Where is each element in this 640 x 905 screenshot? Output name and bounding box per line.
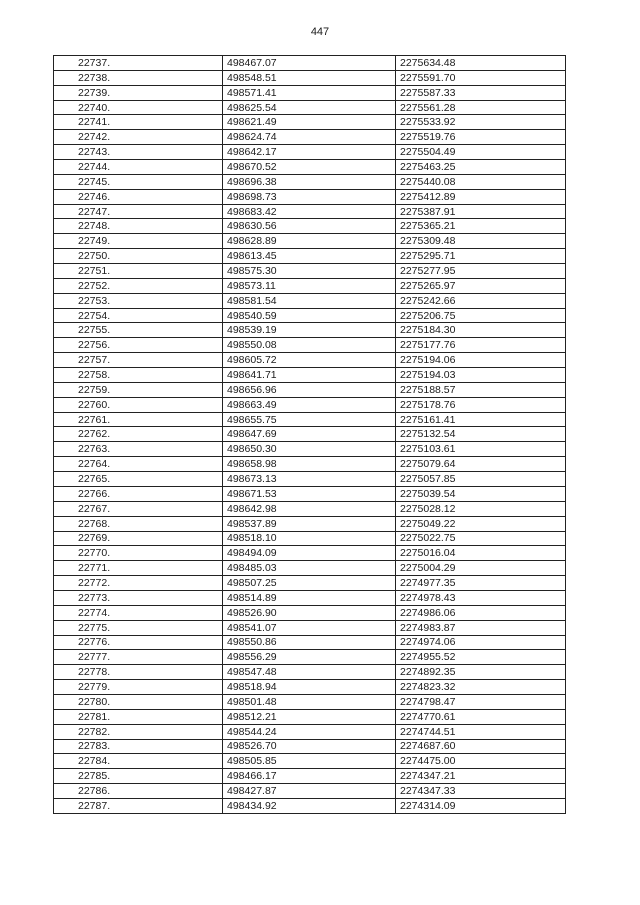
- table-row: [54, 754, 566, 769]
- x-coordinate-cell: 498630.56: [223, 219, 396, 234]
- point-number-cell: 22772.: [54, 576, 223, 591]
- point-number-cell: 22762.: [54, 427, 223, 442]
- y-coordinate-cell: 2274798.47: [396, 694, 566, 709]
- table-row: [54, 323, 566, 338]
- x-coordinate-cell: 498514.89: [223, 590, 396, 605]
- page-number: 447: [310, 26, 330, 38]
- point-number-cell: 22752.: [54, 278, 223, 293]
- point-number-cell: 22770.: [54, 546, 223, 561]
- table-row: [54, 724, 566, 739]
- table-row: [54, 605, 566, 620]
- point-number-cell: 22784.: [54, 754, 223, 769]
- y-coordinate-cell: 2275161.41: [396, 412, 566, 427]
- table-row: [54, 665, 566, 680]
- y-coordinate-cell: 2275365.21: [396, 219, 566, 234]
- y-coordinate-cell: 2275206.75: [396, 308, 566, 323]
- table-row: [54, 70, 566, 85]
- y-coordinate-cell: 2275057.85: [396, 472, 566, 487]
- table-row: [54, 635, 566, 650]
- point-number-cell: 22781.: [54, 709, 223, 724]
- table-row: [54, 368, 566, 383]
- y-coordinate-cell: 2275519.76: [396, 130, 566, 145]
- x-coordinate-cell: 498501.48: [223, 694, 396, 709]
- table-row: [54, 546, 566, 561]
- y-coordinate-cell: 2274955.52: [396, 650, 566, 665]
- table-row: [54, 278, 566, 293]
- x-coordinate-cell: 498518.94: [223, 680, 396, 695]
- table-row: [54, 694, 566, 709]
- y-coordinate-cell: 2275412.89: [396, 189, 566, 204]
- x-coordinate-cell: 498518.10: [223, 531, 396, 546]
- table-row: [54, 412, 566, 427]
- point-number-cell: 22737.: [54, 56, 223, 71]
- x-coordinate-cell: 498550.08: [223, 338, 396, 353]
- y-coordinate-cell: 2275184.30: [396, 323, 566, 338]
- point-number-cell: 22780.: [54, 694, 223, 709]
- point-number-cell: 22753.: [54, 293, 223, 308]
- table-row: [54, 219, 566, 234]
- x-coordinate-cell: 498671.53: [223, 486, 396, 501]
- point-number-cell: 22773.: [54, 590, 223, 605]
- point-number-cell: 22738.: [54, 70, 223, 85]
- x-coordinate-cell: 498485.03: [223, 561, 396, 576]
- y-coordinate-cell: 2275039.54: [396, 486, 566, 501]
- point-number-cell: 22771.: [54, 561, 223, 576]
- table-row: [54, 798, 566, 813]
- y-coordinate-cell: 2275188.57: [396, 382, 566, 397]
- y-coordinate-cell: 2275004.29: [396, 561, 566, 576]
- table-row: [54, 516, 566, 531]
- point-number-cell: 22744.: [54, 160, 223, 175]
- table-row: [54, 145, 566, 160]
- x-coordinate-cell: 498696.38: [223, 174, 396, 189]
- x-coordinate-cell: 498621.49: [223, 115, 396, 130]
- table-row: [54, 784, 566, 799]
- table-row: [54, 249, 566, 264]
- y-coordinate-cell: 2274475.00: [396, 754, 566, 769]
- x-coordinate-cell: 498544.24: [223, 724, 396, 739]
- x-coordinate-cell: 498573.11: [223, 278, 396, 293]
- point-number-cell: 22767.: [54, 501, 223, 516]
- point-number-cell: 22743.: [54, 145, 223, 160]
- x-coordinate-cell: 498466.17: [223, 769, 396, 784]
- table-row: [54, 234, 566, 249]
- x-coordinate-cell: 498556.29: [223, 650, 396, 665]
- x-coordinate-cell: 498494.09: [223, 546, 396, 561]
- point-number-cell: 22760.: [54, 397, 223, 412]
- y-coordinate-cell: 2275561.28: [396, 100, 566, 115]
- x-coordinate-cell: 498571.41: [223, 85, 396, 100]
- x-coordinate-cell: 498547.48: [223, 665, 396, 680]
- point-number-cell: 22748.: [54, 219, 223, 234]
- point-number-cell: 22774.: [54, 605, 223, 620]
- point-number-cell: 22742.: [54, 130, 223, 145]
- y-coordinate-cell: 2274977.35: [396, 576, 566, 591]
- table-row: [54, 590, 566, 605]
- y-coordinate-cell: 2275079.64: [396, 457, 566, 472]
- y-coordinate-cell: 2275242.66: [396, 293, 566, 308]
- x-coordinate-cell: 498642.17: [223, 145, 396, 160]
- x-coordinate-cell: 498625.54: [223, 100, 396, 115]
- y-coordinate-cell: 2275022.75: [396, 531, 566, 546]
- point-number-cell: 22757.: [54, 353, 223, 368]
- y-coordinate-cell: 2275634.48: [396, 56, 566, 71]
- x-coordinate-cell: 498642.98: [223, 501, 396, 516]
- y-coordinate-cell: 2275533.92: [396, 115, 566, 130]
- point-number-cell: 22764.: [54, 457, 223, 472]
- point-number-cell: 22755.: [54, 323, 223, 338]
- table-row: [54, 189, 566, 204]
- point-number-cell: 22763.: [54, 442, 223, 457]
- table-row: [54, 561, 566, 576]
- table-row: [54, 160, 566, 175]
- table-row: [54, 680, 566, 695]
- y-coordinate-cell: 2274974.06: [396, 635, 566, 650]
- point-number-cell: 22745.: [54, 174, 223, 189]
- y-coordinate-cell: 2275132.54: [396, 427, 566, 442]
- point-number-cell: 22747.: [54, 204, 223, 219]
- x-coordinate-cell: 498658.98: [223, 457, 396, 472]
- x-coordinate-cell: 498650.30: [223, 442, 396, 457]
- point-number-cell: 22758.: [54, 368, 223, 383]
- y-coordinate-cell: 2274978.43: [396, 590, 566, 605]
- point-number-cell: 22754.: [54, 308, 223, 323]
- x-coordinate-cell: 498434.92: [223, 798, 396, 813]
- table-row: [54, 650, 566, 665]
- table-row: [54, 115, 566, 130]
- x-coordinate-cell: 498505.85: [223, 754, 396, 769]
- table-row: [54, 397, 566, 412]
- table-row: [54, 264, 566, 279]
- table-row: [54, 204, 566, 219]
- table-row: [54, 85, 566, 100]
- x-coordinate-cell: 498467.07: [223, 56, 396, 71]
- point-number-cell: 22765.: [54, 472, 223, 487]
- point-number-cell: 22751.: [54, 264, 223, 279]
- y-coordinate-cell: 2275295.71: [396, 249, 566, 264]
- point-number-cell: 22759.: [54, 382, 223, 397]
- y-coordinate-cell: 2275178.76: [396, 397, 566, 412]
- x-coordinate-cell: 498670.52: [223, 160, 396, 175]
- table-row: [54, 486, 566, 501]
- table-row: [54, 100, 566, 115]
- point-number-cell: 22782.: [54, 724, 223, 739]
- y-coordinate-cell: 2274314.09: [396, 798, 566, 813]
- y-coordinate-cell: 2274347.21: [396, 769, 566, 784]
- x-coordinate-cell: 498526.70: [223, 739, 396, 754]
- x-coordinate-cell: 498698.73: [223, 189, 396, 204]
- x-coordinate-cell: 498641.71: [223, 368, 396, 383]
- point-number-cell: 22741.: [54, 115, 223, 130]
- y-coordinate-cell: 2274744.51: [396, 724, 566, 739]
- y-coordinate-cell: 2275049.22: [396, 516, 566, 531]
- x-coordinate-cell: 498540.59: [223, 308, 396, 323]
- point-number-cell: 22787.: [54, 798, 223, 813]
- y-coordinate-cell: 2274347.33: [396, 784, 566, 799]
- x-coordinate-cell: 498581.54: [223, 293, 396, 308]
- table-row: [54, 531, 566, 546]
- x-coordinate-cell: 498683.42: [223, 204, 396, 219]
- y-coordinate-cell: 2275265.97: [396, 278, 566, 293]
- point-number-cell: 22785.: [54, 769, 223, 784]
- y-coordinate-cell: 2274892.35: [396, 665, 566, 680]
- y-coordinate-cell: 2275194.03: [396, 368, 566, 383]
- x-coordinate-cell: 498541.07: [223, 620, 396, 635]
- table-row: [54, 739, 566, 754]
- table-row: [54, 442, 566, 457]
- table-row: [54, 472, 566, 487]
- y-coordinate-cell: 2275387.91: [396, 204, 566, 219]
- x-coordinate-cell: 498427.87: [223, 784, 396, 799]
- x-coordinate-cell: 498548.51: [223, 70, 396, 85]
- y-coordinate-cell: 2275016.04: [396, 546, 566, 561]
- x-coordinate-cell: 498655.75: [223, 412, 396, 427]
- point-number-cell: 22749.: [54, 234, 223, 249]
- point-number-cell: 22756.: [54, 338, 223, 353]
- x-coordinate-cell: 498575.30: [223, 264, 396, 279]
- y-coordinate-cell: 2275440.08: [396, 174, 566, 189]
- coordinates-table-body: [54, 56, 566, 814]
- table-row: [54, 174, 566, 189]
- point-number-cell: 22786.: [54, 784, 223, 799]
- x-coordinate-cell: 498605.72: [223, 353, 396, 368]
- point-number-cell: 22750.: [54, 249, 223, 264]
- x-coordinate-cell: 498613.45: [223, 249, 396, 264]
- y-coordinate-cell: 2275504.49: [396, 145, 566, 160]
- x-coordinate-cell: 498526.90: [223, 605, 396, 620]
- table-row: [54, 709, 566, 724]
- point-number-cell: 22739.: [54, 85, 223, 100]
- table-row: [54, 308, 566, 323]
- x-coordinate-cell: 498628.89: [223, 234, 396, 249]
- x-coordinate-cell: 498656.96: [223, 382, 396, 397]
- table-row: [54, 501, 566, 516]
- point-number-cell: 22777.: [54, 650, 223, 665]
- point-number-cell: 22783.: [54, 739, 223, 754]
- table-row: [54, 576, 566, 591]
- point-number-cell: 22769.: [54, 531, 223, 546]
- y-coordinate-cell: 2274983.87: [396, 620, 566, 635]
- y-coordinate-cell: 2274823.32: [396, 680, 566, 695]
- y-coordinate-cell: 2275103.61: [396, 442, 566, 457]
- table-row: [54, 457, 566, 472]
- point-number-cell: 22740.: [54, 100, 223, 115]
- y-coordinate-cell: 2274687.60: [396, 739, 566, 754]
- table-row: [54, 56, 566, 71]
- x-coordinate-cell: 498673.13: [223, 472, 396, 487]
- coordinates-table: [53, 55, 566, 814]
- x-coordinate-cell: 498539.19: [223, 323, 396, 338]
- table-row: [54, 353, 566, 368]
- point-number-cell: 22768.: [54, 516, 223, 531]
- y-coordinate-cell: 2275194.06: [396, 353, 566, 368]
- point-number-cell: 22761.: [54, 412, 223, 427]
- x-coordinate-cell: 498624.74: [223, 130, 396, 145]
- table-row: [54, 620, 566, 635]
- table-row: [54, 769, 566, 784]
- y-coordinate-cell: 2274770.61: [396, 709, 566, 724]
- y-coordinate-cell: 2275591.70: [396, 70, 566, 85]
- y-coordinate-cell: 2275028.12: [396, 501, 566, 516]
- y-coordinate-cell: 2274986.06: [396, 605, 566, 620]
- y-coordinate-cell: 2275277.95: [396, 264, 566, 279]
- x-coordinate-cell: 498663.49: [223, 397, 396, 412]
- table-row: [54, 382, 566, 397]
- table-row: [54, 427, 566, 442]
- x-coordinate-cell: 498507.25: [223, 576, 396, 591]
- table-row: [54, 130, 566, 145]
- point-number-cell: 22776.: [54, 635, 223, 650]
- table-row: [54, 293, 566, 308]
- y-coordinate-cell: 2275463.25: [396, 160, 566, 175]
- y-coordinate-cell: 2275177.76: [396, 338, 566, 353]
- point-number-cell: 22779.: [54, 680, 223, 695]
- point-number-cell: 22778.: [54, 665, 223, 680]
- y-coordinate-cell: 2275309.48: [396, 234, 566, 249]
- x-coordinate-cell: 498647.69: [223, 427, 396, 442]
- x-coordinate-cell: 498512.21: [223, 709, 396, 724]
- point-number-cell: 22775.: [54, 620, 223, 635]
- x-coordinate-cell: 498550.86: [223, 635, 396, 650]
- x-coordinate-cell: 498537.89: [223, 516, 396, 531]
- point-number-cell: 22766.: [54, 486, 223, 501]
- table-row: [54, 338, 566, 353]
- point-number-cell: 22746.: [54, 189, 223, 204]
- y-coordinate-cell: 2275587.33: [396, 85, 566, 100]
